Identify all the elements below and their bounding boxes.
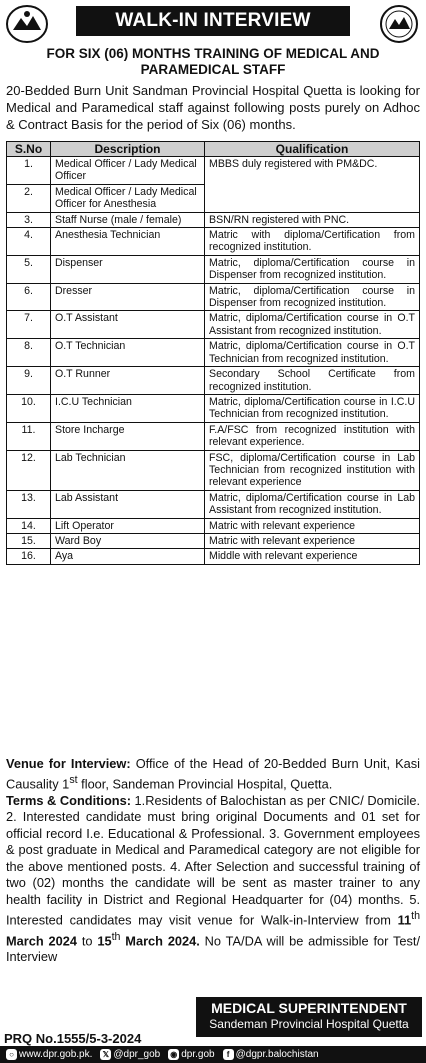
signature-org: Sandeman Provincial Hospital Quetta	[209, 1017, 409, 1031]
row-description: Dispenser	[51, 255, 205, 283]
row-sno: 16.	[7, 549, 51, 564]
venue-text-end: floor, Sandeman Provincial Hospital, Quetta.	[77, 776, 333, 792]
end-date-sup: th	[111, 930, 121, 943]
row-description: Lab Technician	[51, 450, 205, 490]
prq-number: PRQ No.1555/5-3-2024	[4, 1031, 142, 1046]
row-sno: 5.	[7, 255, 51, 283]
row-sno: 14.	[7, 518, 51, 533]
venue-text: Office of the Head of 20-Bedded Burn Unit, Kasi Causality 1	[6, 756, 420, 792]
footer-instagram[interactable]	[168, 1049, 214, 1060]
row-qualification: BSN/RN registered with PNC.	[205, 212, 420, 227]
row-description: Medical Officer / Lady Medical Officer	[51, 157, 205, 185]
instagram-icon: ◉	[168, 1049, 179, 1060]
row-sno: 7.	[7, 311, 51, 339]
row-qualification: Secondary School Certificate from recognized institution.	[205, 367, 420, 395]
row-description: Anesthesia Technician	[51, 228, 205, 256]
row-sno: 6.	[7, 283, 51, 311]
row-description: Store Incharge	[51, 422, 205, 450]
table-row	[7, 549, 420, 564]
table-row	[7, 422, 420, 450]
table-row	[7, 339, 420, 367]
row-description: Medical Officer / Lady Medical Officer for Anesthesia	[51, 184, 205, 212]
row-qualification: Matric with relevant experience	[205, 533, 420, 548]
table-header-row	[7, 142, 420, 157]
twitter-text: @dpr_gob	[113, 1049, 161, 1060]
subtitle: FOR SIX (06) MONTHS TRAINING OF MEDICAL AND PARAMEDICAL STAFF	[46, 46, 380, 77]
twitter-icon: 𝕏	[100, 1049, 111, 1060]
start-date-sup: th	[411, 909, 420, 922]
table-row	[7, 228, 420, 256]
row-qualification: Matric, diploma/Certification course in Dispenser from recognized institution.	[205, 255, 420, 283]
facebook-text: @dgpr.balochistan	[235, 1049, 319, 1060]
right-emblem-icon	[377, 4, 421, 44]
table-row	[7, 533, 420, 548]
venue-and-terms	[6, 756, 420, 966]
row-sno: 1.	[7, 157, 51, 185]
row-sno: 8.	[7, 339, 51, 367]
row-sno: 11.	[7, 422, 51, 450]
row-qualification: Matric, diploma/Certification course in I.C.U Technician from recognized institution.	[205, 394, 420, 422]
terms-final: No TA/DA will be admissible for Test/ Interview	[6, 932, 420, 965]
row-sno: 9.	[7, 367, 51, 395]
column-header-qualification: Qualification	[205, 142, 420, 157]
footer-twitter[interactable]	[100, 1049, 160, 1060]
row-description: O.T Technician	[51, 339, 205, 367]
table-row	[7, 518, 420, 533]
footer-bar	[0, 1046, 426, 1063]
row-qualification: Matric, diploma/Certification course in O.T Technician from recognized institution.	[205, 339, 420, 367]
row-qualification: F.A/FSC from recognized institution with relevant experience.	[205, 422, 420, 450]
intro-paragraph: 20-Bedded Burn Unit Sandman Provincial Hospital Quetta is looking for Medical and Paramedical staff against following posts purely on Adhoc & Contract Basis for the period of Six (06) months.	[6, 83, 420, 132]
website-text: www.dpr.gob.pk.	[19, 1049, 93, 1060]
start-date-day: 11	[397, 912, 412, 928]
row-sno: 10.	[7, 394, 51, 422]
table-row	[7, 212, 420, 227]
row-qualification: Matric, diploma/Certification course in O.T Assistant from recognized institution.	[205, 311, 420, 339]
row-sno: 4.	[7, 228, 51, 256]
signature-title: MEDICAL SUPERINTENDENT	[211, 1000, 407, 1016]
row-qualification: Middle with relevant experience	[205, 549, 420, 564]
row-description: Lab Assistant	[51, 490, 205, 518]
end-date-day: 15	[97, 932, 112, 948]
table-row	[7, 283, 420, 311]
table-row	[7, 450, 420, 490]
table-row	[7, 367, 420, 395]
terms-label: Terms & Conditions:	[6, 793, 131, 809]
row-description: O.T Assistant	[51, 311, 205, 339]
venue-label: Venue for Interview:	[6, 756, 131, 771]
row-sno: 12.	[7, 450, 51, 490]
footer-facebook[interactable]	[223, 1049, 319, 1060]
posts-table	[6, 141, 420, 565]
row-qualification: Matric, diploma/Certification course in Lab Assistant from recognized institution.	[205, 490, 420, 518]
end-date-rest: March 2024.	[120, 932, 200, 948]
row-sno: 2.	[7, 184, 51, 212]
table-row	[7, 255, 420, 283]
row-description: I.C.U Technician	[51, 394, 205, 422]
row-qualification: Matric, diploma/Certification course in Dispenser from recognized institution.	[205, 283, 420, 311]
signature-block	[196, 997, 422, 1037]
row-qualification: Matric with relevant experience	[205, 518, 420, 533]
footer-website[interactable]	[6, 1049, 92, 1060]
table-row	[7, 490, 420, 518]
header	[0, 0, 426, 48]
row-qualification: Matric with diploma/Certification from recognized institution.	[205, 228, 420, 256]
column-header-sno: S.No	[7, 142, 51, 157]
row-description: Lift Operator	[51, 518, 205, 533]
row-qualification: FSC, diploma/Certification course in Lab Technician from recognized institution with relevant experience	[205, 450, 420, 490]
row-sno: 15.	[7, 533, 51, 548]
terms-to: to	[77, 932, 98, 948]
instagram-text: dpr.gob	[181, 1049, 215, 1060]
row-description: Aya	[51, 549, 205, 564]
row-description: Dresser	[51, 283, 205, 311]
table-row	[7, 394, 420, 422]
row-description: Staff Nurse (male / female)	[51, 212, 205, 227]
row-description: O.T Runner	[51, 367, 205, 395]
page-title: WALK-IN INTERVIEW	[76, 6, 350, 36]
left-emblem-icon	[5, 4, 49, 44]
column-header-description: Description	[51, 142, 205, 157]
table-row	[7, 311, 420, 339]
row-sno: 3.	[7, 212, 51, 227]
table-row	[7, 157, 420, 185]
facebook-icon: f	[223, 1049, 234, 1060]
globe-icon: ○	[6, 1049, 17, 1060]
start-date-rest: March 2024	[6, 932, 77, 948]
venue-floor-sup: st	[69, 774, 78, 787]
row-description: Ward Boy	[51, 533, 205, 548]
row-qualification: MBBS duly registered with PM&DC.	[205, 157, 420, 213]
terms-text: 1.Residents of Balochistan as per CNIC/ Domicile. 2. Interested candidate must bring original Documents and 01 set for official record I.e. Educational & Professional. 3. Government employees & post graduate in Medical and Paramedical category are not eligible for the above mentioned posts. 4. After Selection and successful training of two (02) months the candidate will be sent as master trainer to any health facility in District and Regional Headquarter for (04) months. 5. Interested candidates may visit venue for Walk-in-Interview from	[6, 793, 420, 928]
row-sno: 13.	[7, 490, 51, 518]
